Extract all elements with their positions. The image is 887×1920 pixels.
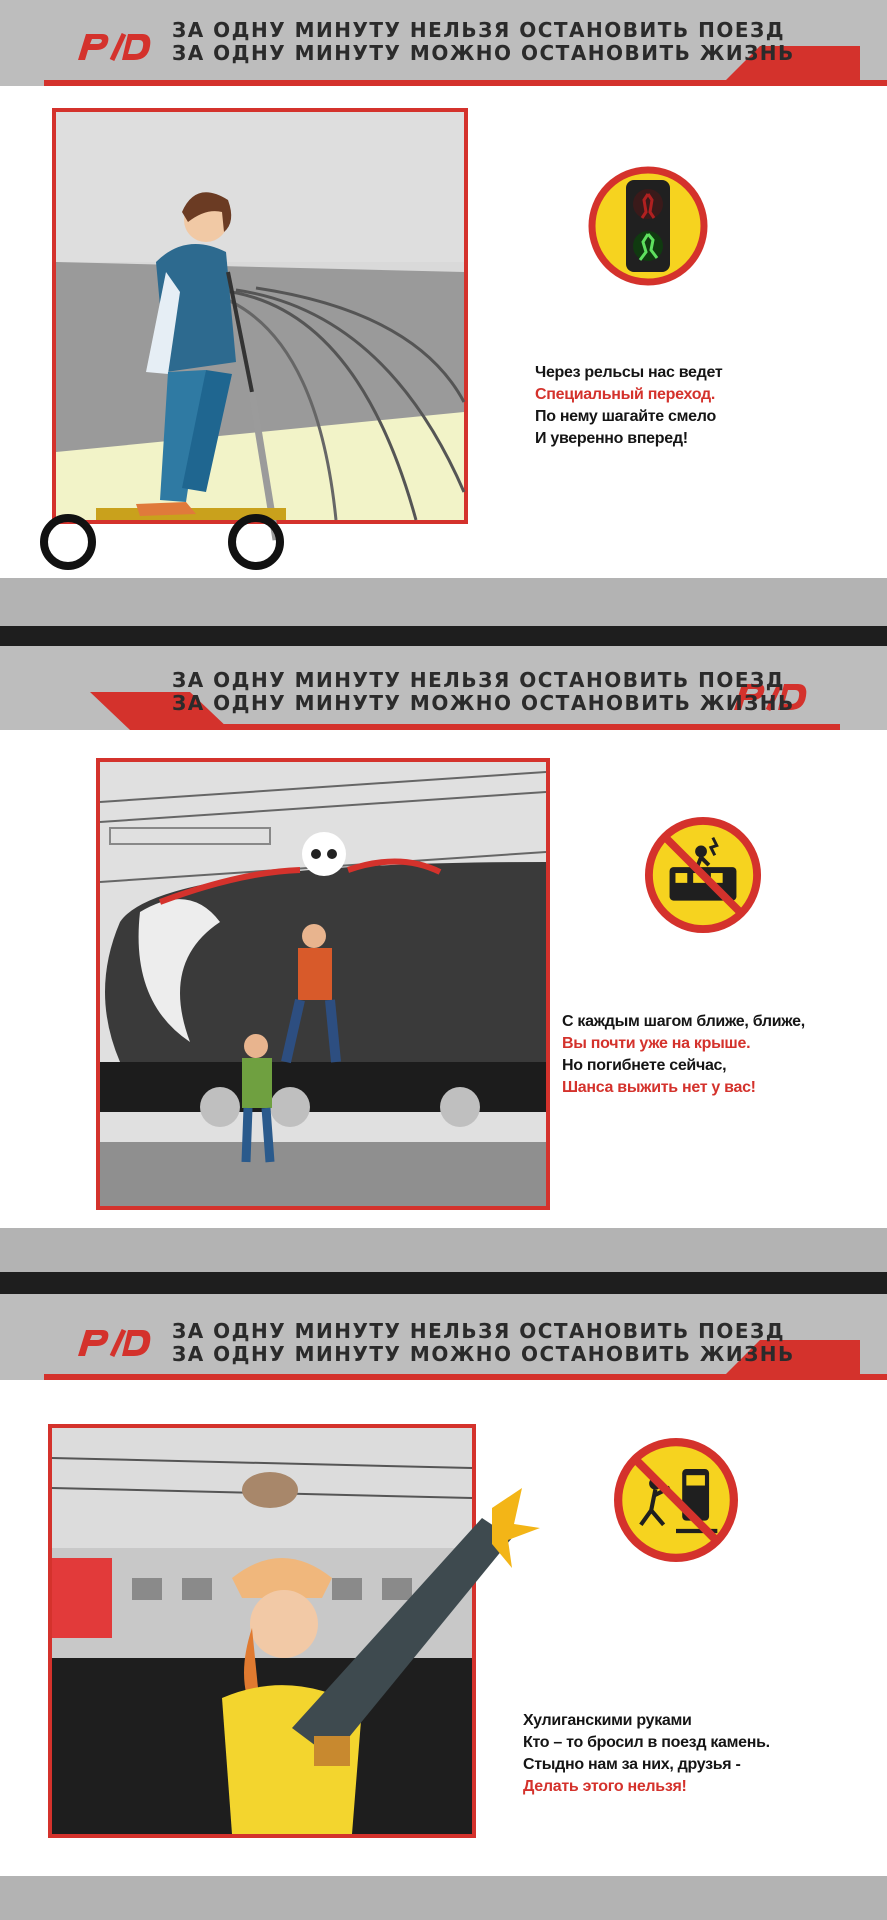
rzd-logo <box>72 26 156 66</box>
verse-line: По нему шагайте смело <box>535 408 716 425</box>
verse-line: Вы почти уже на крыше. <box>562 1035 751 1052</box>
verse-line: Но погибнете сейчас, <box>562 1057 727 1074</box>
verse-panel-1 <box>535 362 722 450</box>
no-throwing-stones-at-train-icon <box>614 1438 738 1562</box>
verse-line: Кто – то бросил в поезд камень. <box>523 1734 770 1751</box>
illustration-hooligan-stone <box>48 1424 476 1838</box>
footer-band <box>0 1228 887 1272</box>
header-slogan <box>172 669 795 715</box>
poster-panel-3 <box>0 1294 887 1920</box>
slogan-line-1: ЗА ОДНУ МИНУТУ НЕЛЬЗЯ ОСТАНОВИТЬ ПОЕЗД <box>172 1319 786 1343</box>
poster-panel-2 <box>0 646 887 1272</box>
illustration-climbing-tank-wagon <box>96 758 550 1210</box>
panel-separator <box>0 1272 887 1294</box>
poster-panel-1 <box>0 0 887 626</box>
header-stripe <box>44 80 887 86</box>
verse-line: Через рельсы нас ведет <box>535 364 723 381</box>
illustration-girl-on-scooter <box>52 108 468 524</box>
pedestrian-traffic-light-icon <box>588 166 708 286</box>
verse-line: Шанса выжить нет у вас! <box>562 1079 756 1096</box>
slogan-line-2: ЗА ОДНУ МИНУТУ МОЖНО ОСТАНОВИТЬ ЖИЗНЬ <box>172 1342 795 1366</box>
no-climbing-on-train-icon <box>644 816 762 934</box>
panel-separator <box>0 626 887 646</box>
verse-line: С каждым шагом ближе, ближе, <box>562 1013 805 1030</box>
slogan-line-2: ЗА ОДНУ МИНУТУ МОЖНО ОСТАНОВИТЬ ЖИЗНЬ <box>172 41 795 65</box>
verse-line: Хулиганскими руками <box>523 1712 692 1729</box>
footer-band <box>0 578 887 626</box>
header-stripe <box>130 724 840 730</box>
header-stripe <box>44 1374 887 1380</box>
verse-panel-2 <box>562 1011 805 1099</box>
rzd-logo <box>72 1322 156 1362</box>
verse-line: И уверенно вперед! <box>535 430 688 447</box>
header-slogan <box>172 19 795 65</box>
slogan-line-2: ЗА ОДНУ МИНУТУ МОЖНО ОСТАНОВИТЬ ЖИЗНЬ <box>172 691 795 715</box>
footer-band <box>0 1876 887 1920</box>
slogan-line-1: ЗА ОДНУ МИНУТУ НЕЛЬЗЯ ОСТАНОВИТЬ ПОЕЗД <box>172 18 786 42</box>
verse-panel-3 <box>523 1710 770 1798</box>
header-slogan <box>172 1320 795 1366</box>
slogan-line-1: ЗА ОДНУ МИНУТУ НЕЛЬЗЯ ОСТАНОВИТЬ ПОЕЗД <box>172 668 786 692</box>
verse-line: Стыдно нам за них, друзья - <box>523 1756 741 1773</box>
verse-line: Делать этого нельзя! <box>523 1778 687 1795</box>
verse-line: Специальный переход. <box>535 386 715 403</box>
